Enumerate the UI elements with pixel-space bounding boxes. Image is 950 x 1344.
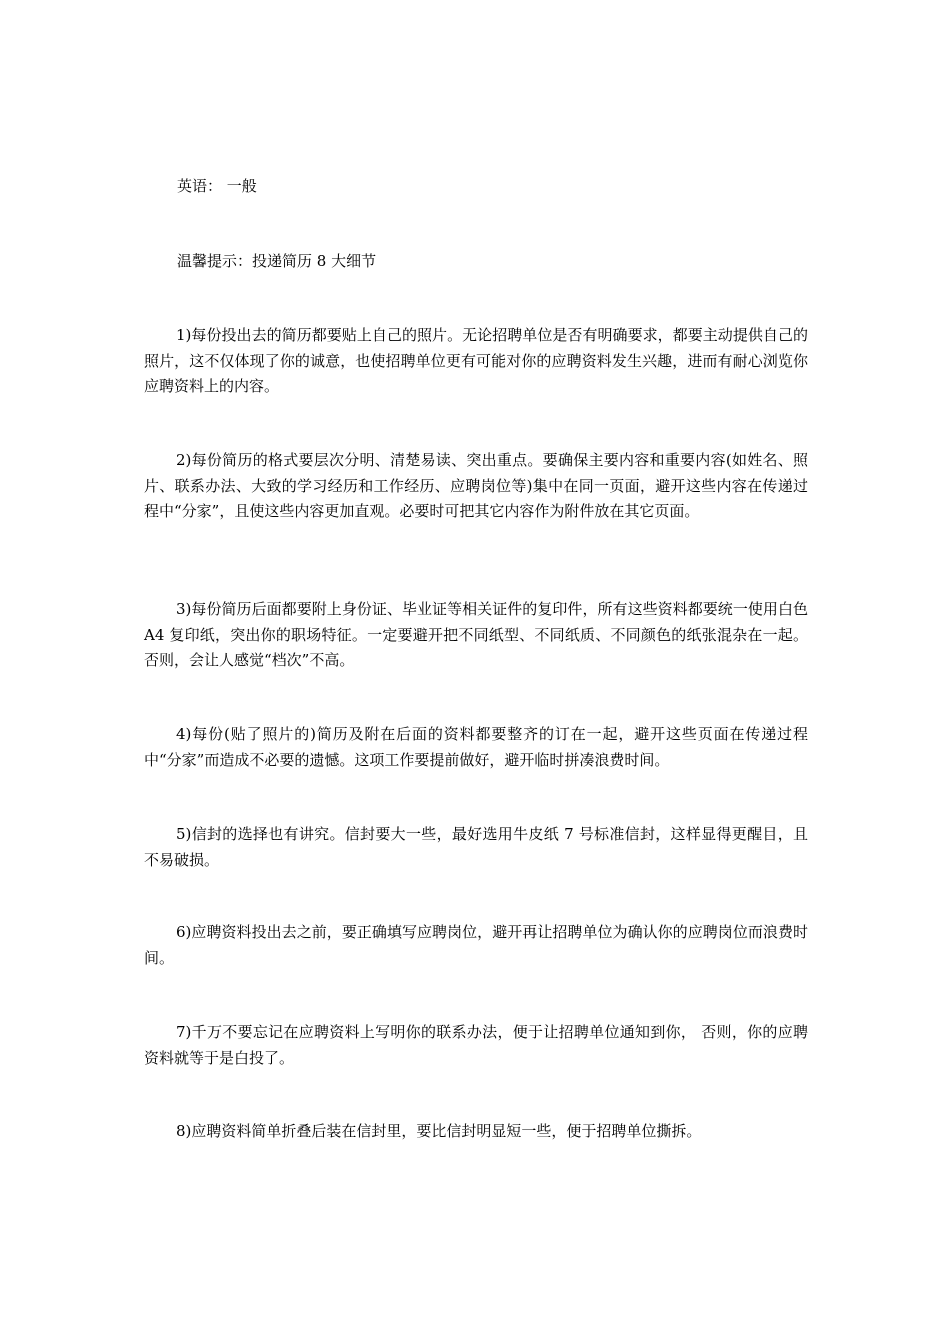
tip-paragraph-4: 4)每份(贴了照片的)简历及附在后面的资料都要整齐的订在一起，避开这些页面在传递过程中“分家”而造成不必要的遗憾。这项工作要提前做好，避开临时拼凑浪费时间。 (144, 725, 808, 769)
tip-paragraph-6: 6)应聘资料投出去之前，要正确填写应聘岗位，避开再让招聘单位为确认你的应聘岗位而浪费时间。 (144, 923, 808, 967)
tip-paragraph-2: 2)每份简历的格式要层次分明、清楚易读、突出重点。要确保主要内容和重要内容(如姓名、照片、联系办法、大致的学习经历和工作经历、应聘岗位等)集中在同一页面，避开这些内容在传递过程中“分家”，且使这些内容更加直观。必要时可把其它内容作为附件放在其它页面。 (144, 451, 808, 520)
english-level-line: 英语： 一般 (177, 177, 257, 195)
tip-paragraph-7: 7)千万不要忘记在应聘资料上写明你的联系办法，便于让招聘单位通知到你， 否则，你的应聘资料就等于是白投了。 (144, 1023, 808, 1067)
tip-paragraph-1: 1)每份投出去的简历都要贴上自己的照片。无论招聘单位是否有明确要求，都要主动提供自己的照片，这不仅体现了你的诚意，也使招聘单位更有可能对你的应聘资料发生兴趣，进而有耐心浏览你应聘资料上的内容。 (144, 326, 808, 395)
tips-heading: 温馨提示：投递简历 8 大细节 (177, 252, 377, 270)
tip-paragraph-8: 8)应聘资料简单折叠后装在信封里，要比信封明显短一些，便于招聘单位撕拆。 (176, 1122, 702, 1140)
tip-paragraph-3: 3)每份简历后面都要附上身份证、毕业证等相关证件的复印件，所有这些资料都要统一使用白色 A4 复印纸，突出你的职场特征。一定要避开把不同纸型、不同纸质、不同颜色的纸张混杂在一起。否则，会让人感觉“档次”不高。 (144, 600, 808, 669)
tip-paragraph-5: 5)信封的选择也有讲究。信封要大一些，最好选用牛皮纸 7 号标准信封，这样显得更醒目，且不易破损。 (144, 825, 808, 869)
